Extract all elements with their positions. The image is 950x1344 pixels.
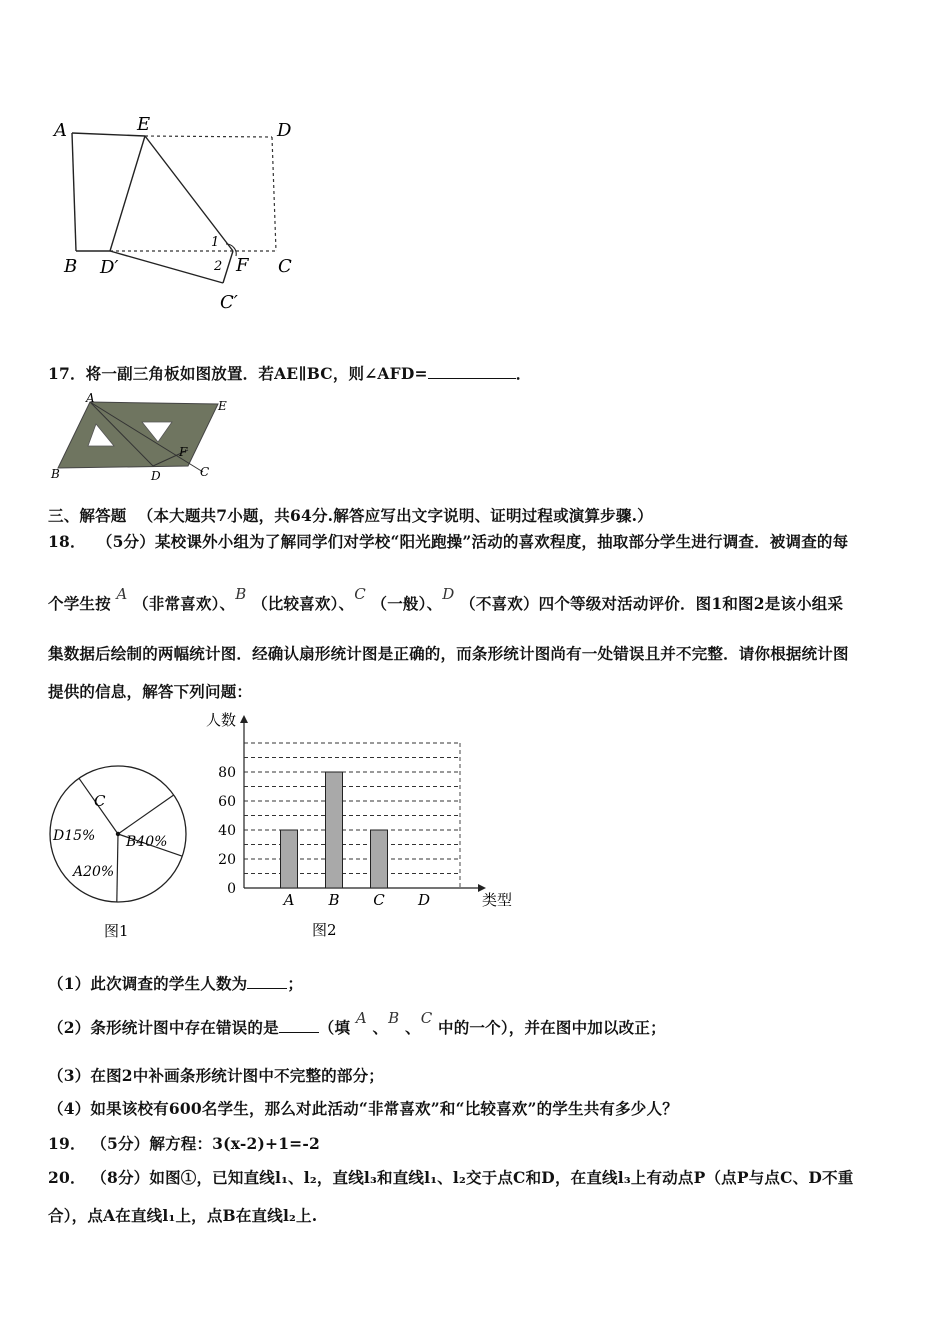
q18-number: 18． — [48, 532, 86, 551]
bar-chart-ytick-40: 40 — [218, 823, 236, 839]
fig17-label-E: E — [218, 399, 227, 413]
section3-note: （本大题共7小题，共64分.解答应写出文字说明、证明过程或演算步骤.） — [137, 506, 653, 525]
q18-line2 — [48, 585, 844, 614]
pie-label-D: D15% — [53, 828, 96, 844]
q18-grade-D: D — [442, 585, 455, 603]
q17-text: 将一副三角板如图放置．若AE∥BC，则∠AFD= — [85, 364, 428, 383]
pie-title: 图1 — [104, 922, 129, 940]
fig16-label-Cprime: C′ — [220, 292, 238, 313]
bar-chart-ytick-0: 0 — [227, 881, 236, 897]
q18-sub2 — [48, 1009, 666, 1038]
fig16-label-F: F — [236, 255, 249, 276]
bar-chart-ytick-20: 20 — [218, 852, 236, 868]
q18-sub1-blank[interactable] — [247, 988, 287, 989]
q18-sub1-end: ； — [287, 974, 304, 993]
fig17-label-C: C — [200, 465, 210, 479]
pie-label-C: C — [94, 792, 106, 810]
bar-B — [326, 772, 343, 888]
q17-answer-blank[interactable] — [428, 378, 516, 379]
bar-chart-grid — [240, 715, 486, 892]
q18-score: （5分） — [96, 532, 155, 551]
q18-line3: 集数据后绘制的两幅统计图．经确认扇形统计图是正确的，而条形统计图尚有一处错误且并不完整．请你根据统计图 — [48, 644, 849, 663]
section3-title: 三、解答题 — [48, 506, 127, 525]
q20-line1 — [48, 1166, 853, 1188]
bar-A — [281, 830, 298, 888]
q20-number: 20． — [48, 1168, 86, 1187]
q18-sub2-B: B — [388, 1009, 400, 1027]
q17-number: 17． — [48, 364, 86, 383]
bar-chart-yticks — [218, 765, 236, 897]
pie-center — [116, 832, 120, 836]
q19-text: 解方程：3(x-2)+1=-2 — [149, 1134, 320, 1153]
fig17-label-B: B — [51, 467, 60, 481]
section3-heading — [48, 504, 653, 526]
q18-sub2-suffix: 中的一个），并在图中加以改正； — [438, 1018, 666, 1037]
fig16-rectangle-fold — [40, 110, 320, 320]
q18-grade-B: B — [235, 585, 247, 603]
fig17-triangle-rulers — [48, 392, 248, 487]
q18-line1 — [48, 530, 848, 552]
bar-chart-title: 图2 — [312, 921, 337, 939]
q18-sub1 — [48, 972, 303, 994]
fig16-label-B: B — [64, 256, 78, 277]
pie-label-A: A20% — [73, 864, 115, 880]
q18-text-line1: 某校课外小组为了解同学们对学校“阳光跑操”活动的喜欢程度，抽取部分学生进行调查．被调查的每 — [154, 532, 849, 551]
bar-chart-xtick-B: B — [328, 891, 340, 909]
q20-score: （8分） — [91, 1168, 150, 1187]
q18-sub2-prefix: （2）条形统计图中存在错误的是 — [48, 1018, 279, 1037]
q18-line2-prefix: 个学生按 — [48, 594, 111, 613]
q17-question — [48, 362, 531, 384]
q20-text-line1: 如图①，已知直线l₁、l₂，直线l₃和直线l₁、l₂交于点C和D，在直线l₃上有动点P（点P与点C、D不重 — [149, 1168, 854, 1187]
bar-chart-xtick-D: D — [417, 891, 431, 909]
bar-chart-ytick-60: 60 — [218, 794, 236, 810]
q18-sub2-A: A — [355, 1009, 367, 1027]
fig16-label-E: E — [137, 114, 151, 135]
q18-sub2-C: C — [420, 1009, 433, 1027]
bar-chart-bars — [281, 772, 388, 888]
fig16-label-C: C — [278, 256, 292, 277]
bar-chart-xlabel: 类型 — [482, 891, 513, 909]
bar-chart-ytick-80: 80 — [218, 765, 236, 781]
q18-grade-A: A — [116, 585, 128, 603]
fig16-label-Dprime: D′ — [100, 257, 119, 278]
pie-chart-fig1 — [40, 740, 210, 945]
fig16-label-A: A — [54, 120, 67, 141]
bar-chart-y-arrow — [240, 715, 248, 723]
q18-grade-B-desc: （比较喜欢）、 — [252, 594, 355, 613]
q18-sub2-sep1: 、 — [372, 1018, 389, 1037]
q18-sub1-text: （1）此次调查的学生人数为 — [48, 974, 248, 993]
bar-chart-ylabel: 人数 — [206, 711, 237, 729]
fig17-label-A: A — [86, 392, 95, 405]
q18-sub2-fill: （填 — [318, 1018, 351, 1037]
q17-end: ． — [515, 364, 532, 383]
q18-grade-C: C — [354, 585, 366, 603]
q18-grade-C-desc: （一般）、 — [371, 594, 443, 613]
fig17-label-F: F — [179, 445, 188, 459]
q18-sub4: （4）如果该校有600名学生，那么对此活动“非常喜欢”和“比较喜欢”的学生共有多少人？ — [48, 1099, 678, 1118]
q19-score: （5分） — [91, 1134, 150, 1153]
q19-number: 19． — [48, 1134, 86, 1153]
q18-sub2-sep2: 、 — [405, 1018, 421, 1037]
fig17-label-D: D — [151, 469, 161, 483]
q18-line4: 提供的信息，解答下列问题： — [48, 682, 253, 701]
bar-chart-xtick-C: C — [373, 891, 385, 909]
bar-chart-xticks — [282, 891, 430, 909]
q19-question — [48, 1132, 320, 1154]
fig16-label-2: 2 — [214, 259, 223, 274]
fig16-label-1: 1 — [211, 235, 220, 250]
q18-sub3: （3）在图2中补画条形统计图中不完整的部分； — [48, 1066, 384, 1085]
q18-grade-A-desc: （非常喜欢）、 — [133, 594, 236, 613]
bar-chart-xtick-A: A — [283, 891, 295, 909]
bar-chart-fig2 — [200, 705, 530, 945]
q18-sub2-blank[interactable] — [279, 1032, 319, 1033]
fig16-label-D: D — [277, 120, 292, 141]
q18-grade-D-desc: （不喜欢）四个等级对活动评价．图1和图2是该小组采 — [460, 594, 844, 613]
bar-C — [371, 830, 388, 888]
q20-line2: 合），点A在直线l₁上，点B在直线l₂上. — [48, 1206, 318, 1225]
pie-label-B: B40% — [126, 834, 168, 850]
